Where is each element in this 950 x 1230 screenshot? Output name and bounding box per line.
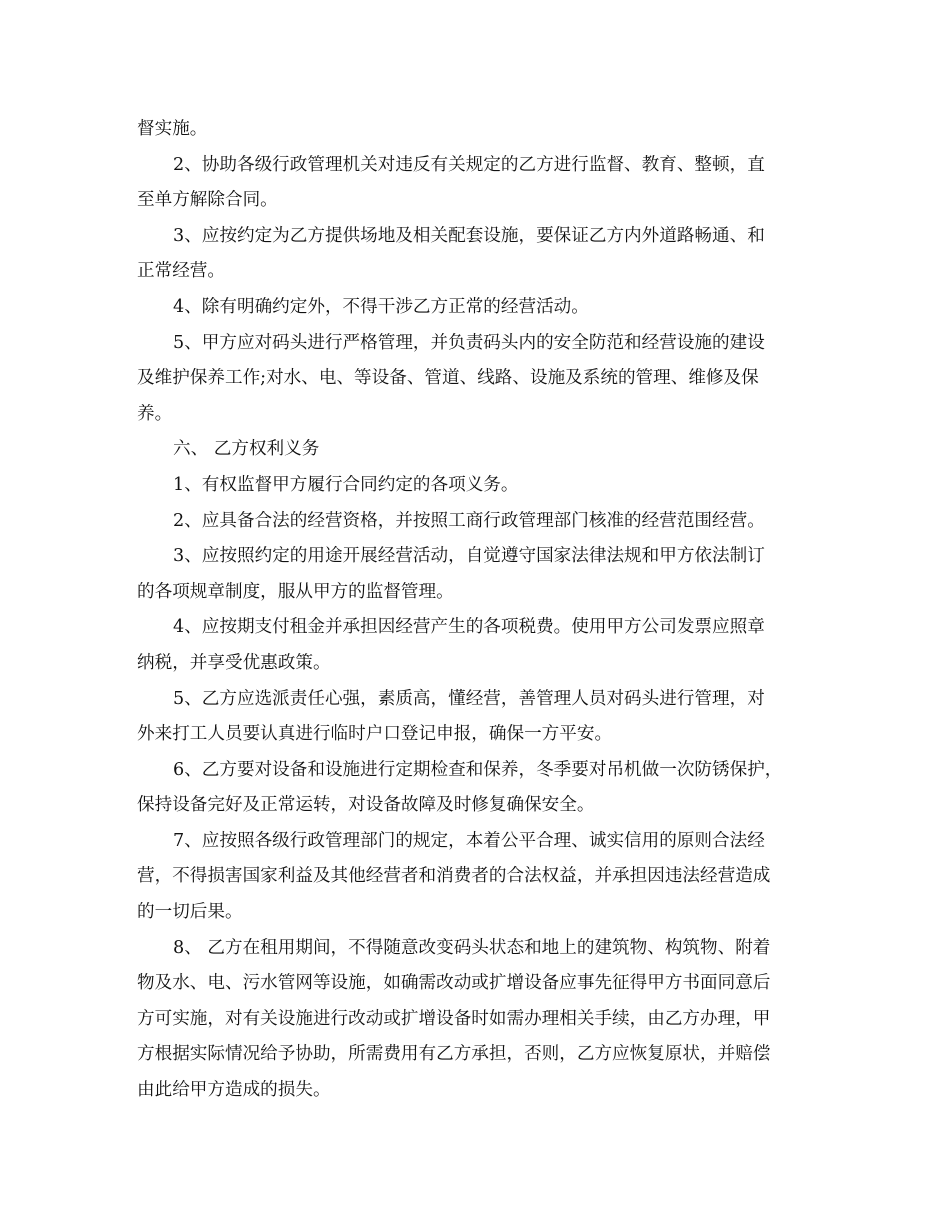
text-line: 3、应按照约定的用途开展经营活动，自觉遵守国家法律法规和甲方依法制订 <box>173 546 765 567</box>
text-line: 6、乙方要对设备和设施进行定期检查和保养，冬季要对吊机做一次防锈保护， <box>173 759 783 780</box>
text-line: 5、乙方应选派责任心强，素质高，懂经营，善管理人员对码头进行管理，对 <box>173 688 765 709</box>
text-line: 的各项规章制度，服从甲方的监督管理。 <box>137 581 454 602</box>
text-line: 方可实施，对有关设施进行改动或扩增设备时如需办理相关手续，由乙方办理，甲 <box>137 1008 771 1029</box>
text-line: 外来打工人员要认真进行临时户口登记申报，确保一方平安。 <box>137 724 613 745</box>
text-line: 至单方解除合同。 <box>137 190 278 211</box>
text-line: 2、应具备合法的经营资格，并按照工商行政管理部门核准的经营范围经营。 <box>173 510 765 531</box>
text-line: 养。 <box>137 403 173 424</box>
text-line: 5、甲方应对码头进行严格管理，并负责码头内的安全防范和经营设施的建设 <box>173 332 765 353</box>
text-line: 营，不得损害国家利益及其他经营者和消费者的合法权益，并承担因违法经营造成 <box>137 866 771 887</box>
text-line: 7、应按照各级行政管理部门的规定，本着公平合理、诚实信用的原则合法经 <box>173 830 765 851</box>
text-line: 4、除有明确约定外，不得干涉乙方正常的经营活动。 <box>173 296 589 317</box>
text-line: 2、协助各级行政管理机关对违反有关规定的乙方进行监督、教育、整顿，直 <box>173 154 765 175</box>
text-line: 4、应按期支付租金并承担因经营产生的各项税费。使用甲方公司发票应照章 <box>173 617 765 638</box>
text-line: 纳税，并享受优惠政策。 <box>137 652 331 673</box>
text-line: 及维护保养工作;对水、电、等设备、管道、线路、设施及系统的管理、维修及保 <box>137 368 759 389</box>
text-line: 督实施。 <box>137 119 208 139</box>
text-line: 六、 乙方权利义务 <box>173 439 320 460</box>
document-page <box>137 112 817 1109</box>
text-line: 8、 乙方在租用期间，不得随意改变码头状态和地上的建筑物、构筑物、附着 <box>173 937 771 958</box>
text-line: 由此给甲方造成的损失。 <box>137 1080 331 1101</box>
text-line: 物及水、电、污水管网等设施，如确需改动或扩增设备应事先征得甲方书面同意后 <box>137 973 771 994</box>
text-line: 方根据实际情况给予协助，所需费用有乙方承担，否则，乙方应恢复原状，并赔偿 <box>137 1044 771 1065</box>
text-line: 正常经营。 <box>137 261 225 282</box>
text-line: 的一切后果。 <box>137 902 243 923</box>
text-line: 1、有权监督甲方履行合同约定的各项义务。 <box>173 474 519 495</box>
text-line: 保持设备完好及正常运转，对设备故障及时修复确保安全。 <box>137 795 595 816</box>
text-line: 3、应按约定为乙方提供场地及相关配套设施，要保证乙方内外道路畅通、和 <box>173 225 765 246</box>
